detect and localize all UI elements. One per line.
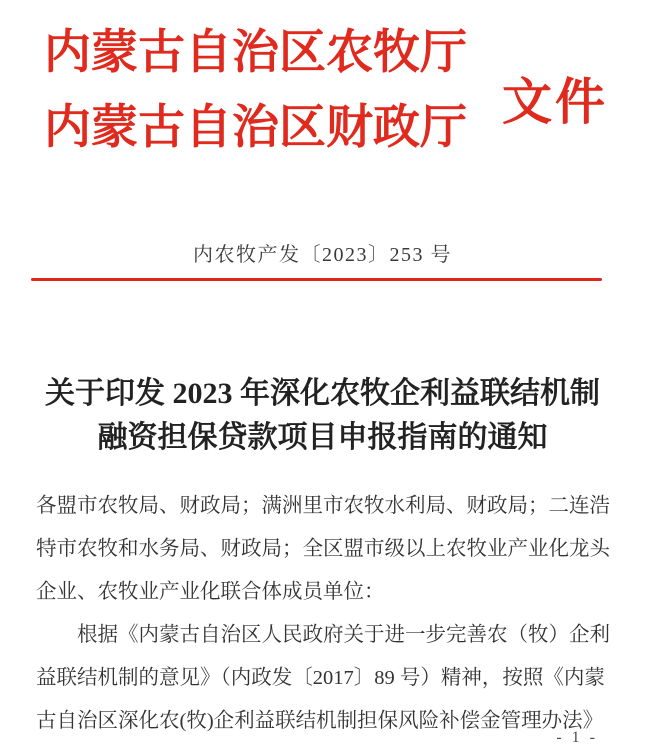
recipients-line-3: 企业、农牧业产业化联合体成员单位： bbox=[36, 581, 385, 603]
document-title bbox=[0, 372, 645, 460]
agency-name-agriculture: 内蒙古自治区农牧厅 bbox=[44, 27, 467, 79]
title-line-1: 关于印发 2023 年深化农牧企利益联结机制 bbox=[45, 377, 600, 410]
page-number: - 1 - bbox=[556, 729, 598, 746]
document-body bbox=[36, 485, 612, 743]
title-line-2: 融资担保贷款项目申报指南的通知 bbox=[97, 421, 548, 454]
recipients-line-1: 各盟市农牧局、财政局；满洲里市农牧水利局、财政局；二连浩 bbox=[36, 495, 610, 517]
paragraph-line-1: 根据《内蒙古自治区人民政府关于进一步完善农（牧）企利 bbox=[77, 624, 610, 646]
recipients-line-2: 特市农牧和水务局、财政局；全区盟市级以上农牧业产业化龙头 bbox=[36, 538, 610, 560]
document-type-label: 文件 bbox=[502, 74, 608, 130]
letterhead bbox=[44, 16, 467, 166]
paragraph-line-3: 古自治区深化农(牧)企利益联结机制担保风险补偿金管理办法》 bbox=[36, 710, 604, 732]
agency-name-finance: 内蒙古自治区财政厅 bbox=[44, 102, 467, 154]
document-number: 内农牧产发〔2023〕253 号 bbox=[193, 244, 452, 266]
red-divider-line bbox=[31, 278, 602, 281]
paragraph-line-2: 益联结机制的意见》（内政发〔2017〕89 号）精神，按照《内蒙 bbox=[36, 667, 605, 689]
